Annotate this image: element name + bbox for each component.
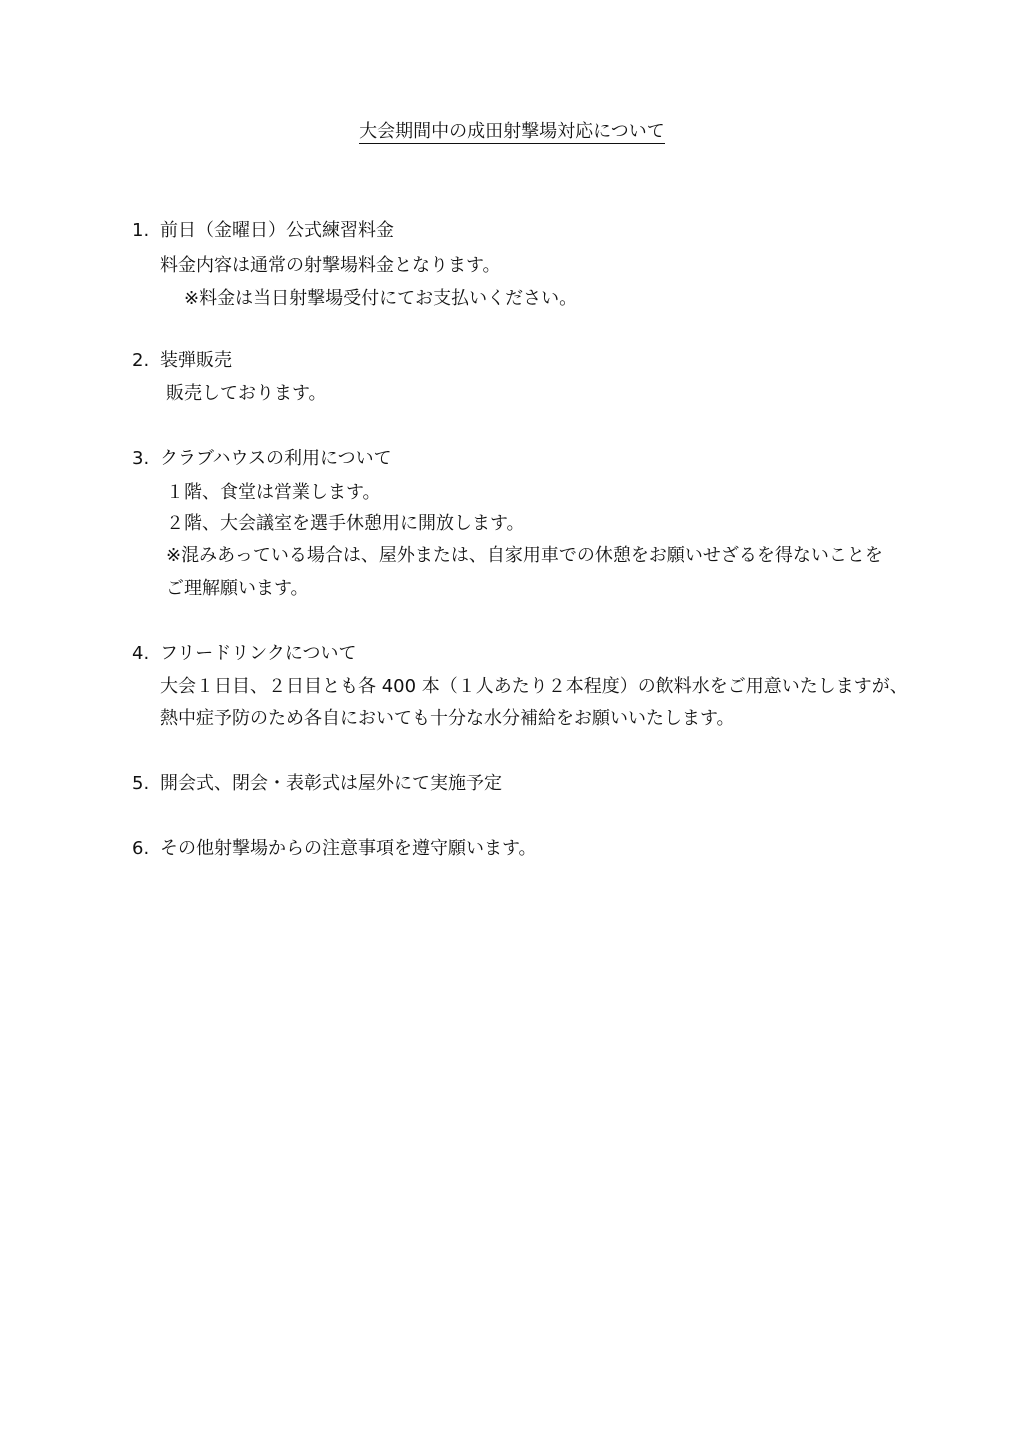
section-4-line-2: 熱中症予防のため各自においても十分な水分補給をお願いいたします。 bbox=[160, 708, 735, 729]
section-number: 2. bbox=[132, 350, 150, 371]
section-1-line-2: ※料金は当日射撃場受付にてお支払いください。 bbox=[184, 288, 578, 309]
section-heading-text: クラブハウスの利用について bbox=[160, 448, 392, 469]
section-heading-1 bbox=[132, 218, 394, 244]
section-heading-5 bbox=[132, 771, 502, 797]
section-1-line-1: 料金内容は通常の射撃場料金となります。 bbox=[160, 255, 501, 276]
section-heading-text: 前日（金曜日）公式練習料金 bbox=[160, 220, 394, 241]
section-heading-text: 装弾販売 bbox=[160, 350, 232, 371]
section-heading-3 bbox=[132, 446, 392, 472]
document-title bbox=[0, 119, 1024, 145]
section-3-line-2: ２階、大会議室を選手休憩用に開放します。 bbox=[166, 513, 525, 534]
section-number: 1. bbox=[132, 220, 150, 241]
section-number: 3. bbox=[132, 448, 150, 469]
section-number: 4. bbox=[132, 643, 150, 664]
section-2-line-1: 販売しております。 bbox=[166, 383, 327, 404]
section-3-line-1: １階、食堂は営業します。 bbox=[166, 482, 381, 503]
section-number: 6. bbox=[132, 838, 150, 859]
section-heading-text: その他射撃場からの注意事項を遵守願います。 bbox=[160, 838, 537, 859]
document-title-text: 大会期間中の成田射撃場対応について bbox=[359, 121, 665, 142]
section-heading-text: 開会式、閉会・表彰式は屋外にて実施予定 bbox=[160, 773, 502, 794]
section-number: 5. bbox=[132, 773, 150, 794]
section-heading-2 bbox=[132, 348, 232, 374]
section-heading-4 bbox=[132, 641, 357, 667]
section-4-line-1: 大会１日目、２日目とも各 400 本（１人あたり２本程度）の飲料水をご用意いたしますが、 bbox=[160, 676, 908, 697]
section-3-line-4: ご理解願います。 bbox=[166, 578, 309, 599]
section-heading-6 bbox=[132, 836, 537, 862]
section-3-line-3: ※混みあっている場合は、屋外または、自家用車での休憩をお願いせざるを得ないことを bbox=[166, 545, 883, 566]
section-heading-text: フリードリンクについて bbox=[160, 643, 357, 664]
